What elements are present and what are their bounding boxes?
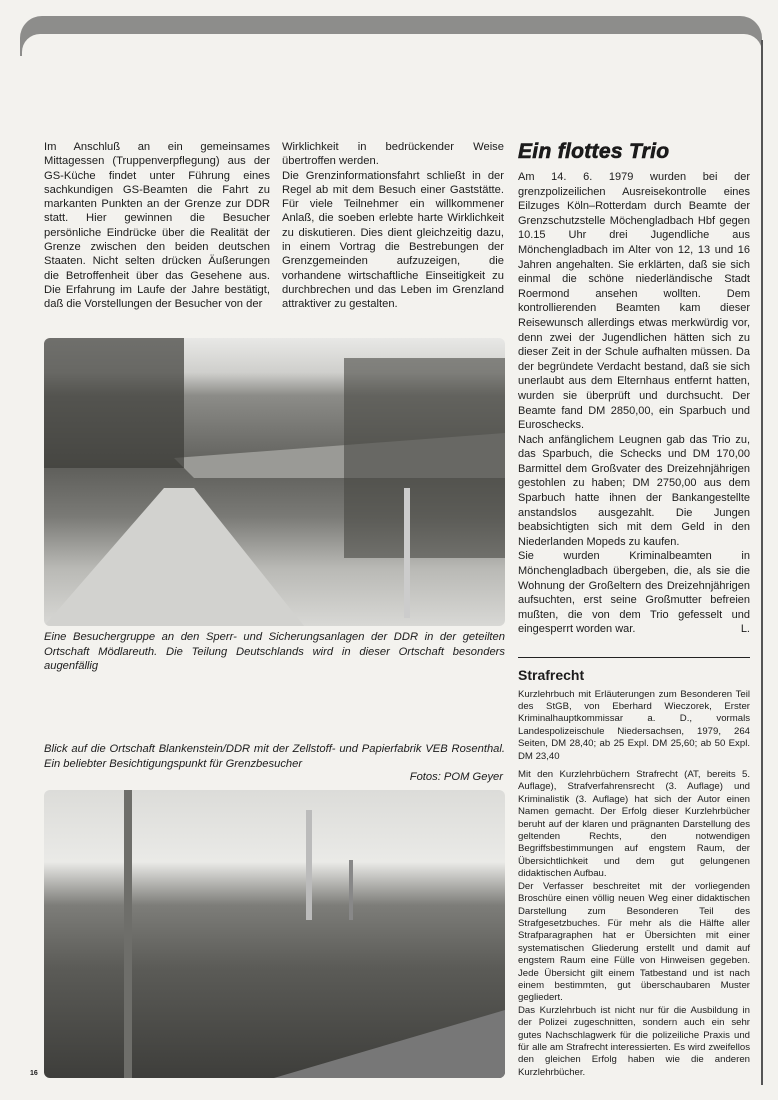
photo-illustration [44,338,505,626]
trio-paragraph: Am 14. 6. 1979 wurden bei der grenzpolizeilichen Ausreisekontrolle eines Eilzuges Köln–Rotterdam durch Beamte der Grenzschutzstelle Möchengladbach Hbf gegen 10.15 Uhr drei Jugendliche aus Mönchengladbach im Alter von 12, 13 und 16 Jahren angehalten. Sie erklärten, daß sie sich einmal die schöne niederländische Stadt Roermond ansehen wollten. Dem kontrollierenden Beamten kam dieser Reisewunsch allerdings etwas merkwürdig vor, denn zwei der Jugendlichen hätten sich zu dieser Zeit in der Schule aufhalten müssen. Da der begründete Verdacht bestand, daß sie sich unerlaubt aus dem Elternhaus entfernt hatten, wurden sie überprüft und durchsucht. Der Beamte fand DM 2850,00, ein Sparbuch und Euroschecks. [518,171,750,432]
trio-paragraph: Nach anfänglichem Leugnen gab das Trio zu, das Sparbuch, die Schecks und DM 170,00 Barmittel dem Großvater des Dreizehnjährigen gestohlen zu haben; DM 2750,00 aus dem Sparbuch hatte ihnen der Bankangestellte anstandslos ausgezahlt. Die Jungen beabsichtigten sich mit dem Geld in den Niederlanden Mopeds zu kaufen. [518,433,750,548]
review-paragraph: Mit den Kurzlehrbüchern Strafrecht (AT, bereits 5. Auflage), Strafverfahrensrecht (3. Auflage) und Kriminalistik (3. Auflage) hat sich der Autor einen Namen gemacht. Der Erfolg dieser Kurzlehrbücher beruht auf der klaren und prägnanten Darstellung des geltenden Rechts, den notwendigen Begriffsbestimmungen auf engstem Raum, der Übersichtlichkeit und dem gut gelungenen didaktischen Aufbau. [518,769,750,880]
page-number: 16 [30,1070,38,1077]
intro-text: Die Grenzinformationsfahrt schließt in der Regel ab mit dem Besuch einer Gaststätte. Für viele Teilnehmer ein willkommener Anlaß, die soeben erlebte harte Wirklichkeit zu diskutieren. Dies dient gleichzeitig dazu, in einem Vortrag die Bestrebungen der Grenzgemeinden aufzuzeigen, die vorhandene wirtschaftliche Einseitigkeit zu durchbrechen und das Leben im Grenzland attraktiver zu gestalten. [282,169,504,311]
photo-border-visitors [44,338,505,626]
right-column [518,140,750,1085]
photo-credit: Fotos: POM Geyer [409,771,503,783]
section-divider [518,657,750,658]
intro-column-1 [44,140,270,312]
intro-column-2 [282,140,504,312]
intro-text: Wirklichkeit in bedrückender Weise übertroffen werden. [282,141,504,168]
trio-paragraph [518,549,750,637]
review-paragraph: Das Kurzlehrbuch ist nicht nur für die Ausbildung in der Polizei zugeschnitten, sondern auch ein sehr gutes Nachschlagwerk für die polizeiliche Praxis und für alle am Strafrecht interessierten. Es wird zweifellos den gleichen Erfolg haben wie die anderen Kurzlehrbücher. [518,1004,750,1078]
column-rule [761,40,763,1085]
trio-signature: L. [740,623,750,636]
photo2-caption: Blick auf die Ortschaft Blankenstein/DDR mit der Zellstoff- und Papierfabrik VEB Rosenthal. Ein beliebter Besichtigungspunkt für Grenzbesucher [44,743,505,770]
review-body [518,689,750,1080]
photo-blankenstein [44,790,505,1078]
review-bibliography: Kurzlehrbuch mit Erläuterungen zum Besonderen Teil des StGB, von Eberhard Wieczorek, Erster Kriminalhauptkommissar a. D., vormals Landespolizeischule Niedersachsen, 1979, 264 Seiten, DM 28,40; ab 25 Expl. DM 25,60; ab 50 Expl. DM 23,40 [518,688,750,762]
photo1-caption: Eine Besuchergruppe an den Sperr- und Sicherungsanlagen der DDR in der geteilten Ortschaft Mödlareuth. Die Teilung Deutschlands wird in dieser Ortschaft besonders augenfällig [44,631,505,673]
review-paragraph: Der Verfasser beschreitet mit der vorliegenden Broschüre einen völlig neuen Weg einer didaktischen Darstellung zum Besonderen Teil des Strafgesetzbuches. Für mehr als die Hälfte aller Strafparagraphen hat er Übersichten mit einer systematischen Gliederung erstellt und damit auf engstem Raum eine Fülle von Hinweisen gegeben. Jede Übersicht gilt einem Tatbestand und ist nach einem bestimmten, gut überschaubaren Muster gegliedert. [518,880,750,1004]
header-banner-inner [22,34,762,64]
trio-title: Ein flottes Trio [518,140,670,163]
trio-text: Sie wurden Kriminalbeamten in Mönchengladbach übergeben, die, als sie die Wohnung der Großeltern des Dreizehnjährigen aufsuchten, erst seine Großmutter befreien mußten, die von dem Trio gefesselt und eingesperrt worden war. [518,550,750,636]
photo-illustration [44,790,505,1078]
intro-text: Im Anschluß an ein gemeinsames Mittagessen (Truppenverpflegung) aus der GS-Küche findet unter Führung eines sachkundigen GS-Beamten die Fahrt zu markanten Punkten an der Grenze zur DDR statt. Hier gewinnen die Besucher persönliche Eindrücke über die Realität der Grenze zwischen den beiden deutschen Staaten. Nicht selten drücken Äußerungen die Betroffenheit über das Gesehene aus. Die Erfahrung im Laufe der Jahre bestätigt, daß die Vorstellungen der Besucher von der [44,141,270,311]
review-title: Strafrecht [518,667,585,683]
